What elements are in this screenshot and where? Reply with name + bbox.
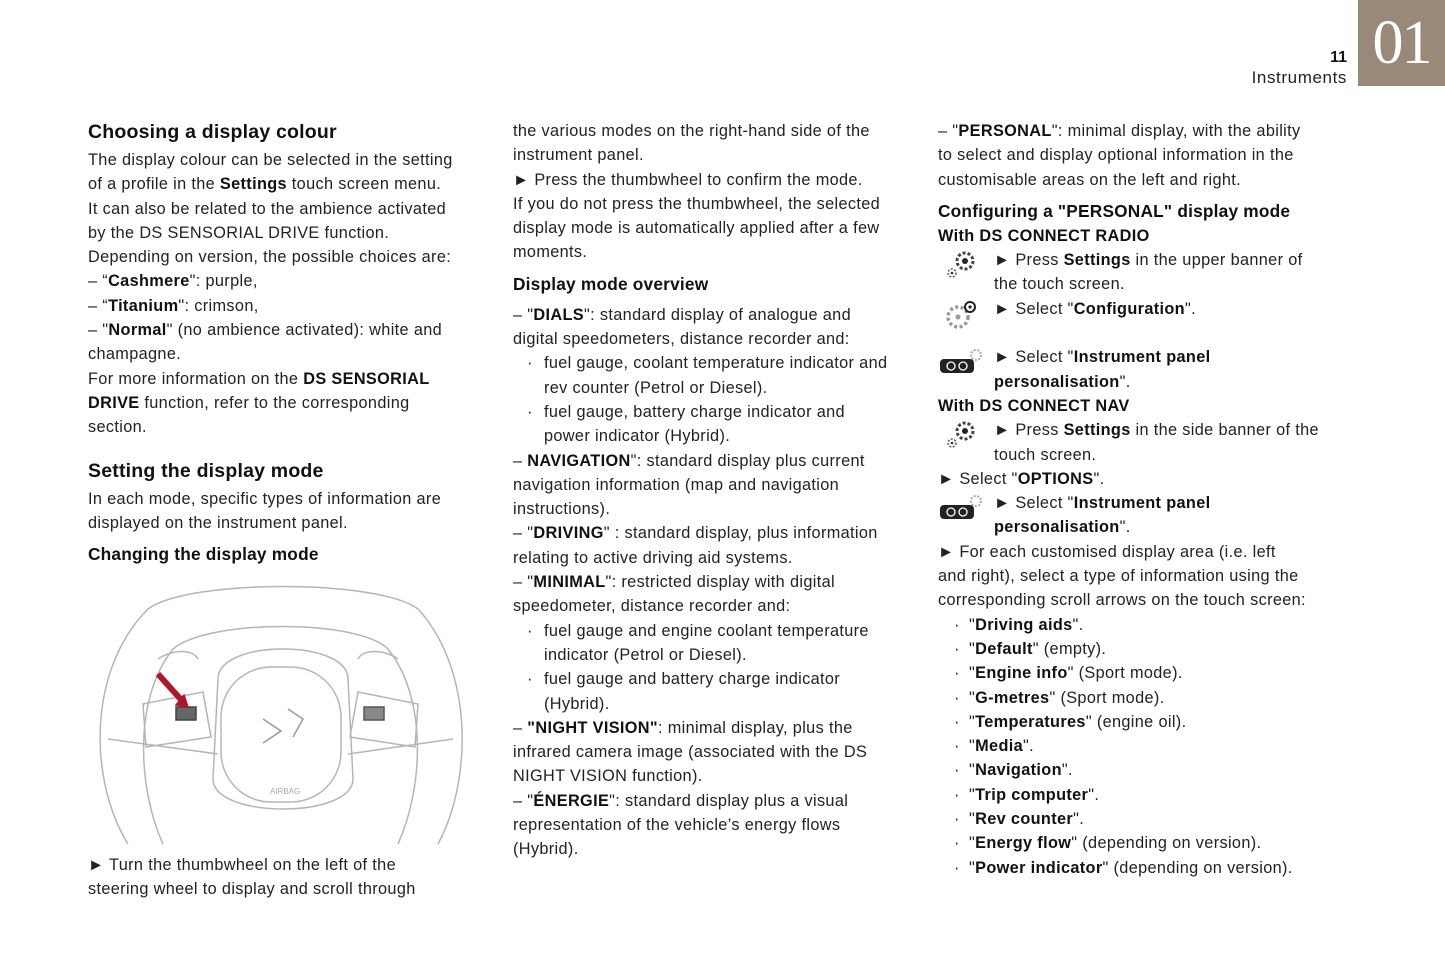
emphasis-text: PERSONAL	[958, 122, 1052, 140]
step-line	[938, 515, 1348, 539]
text-line	[88, 148, 488, 172]
list-item	[938, 637, 1348, 661]
text-line	[513, 740, 923, 764]
emphasis-text: personalisation	[994, 518, 1120, 537]
list-item-continuation	[513, 643, 923, 667]
column-3	[938, 119, 1348, 880]
text-line	[88, 245, 488, 269]
text-segment: " (empty).	[1032, 639, 1107, 658]
text-segment: moments.	[513, 243, 588, 262]
text-segment: Setting the display mode	[88, 459, 324, 482]
text-segment: ► Select "	[994, 348, 1074, 367]
text-line	[513, 764, 923, 788]
emphasis-text: Instrument panel	[1073, 348, 1211, 367]
text-line	[88, 367, 488, 391]
text-segment: " (Sport mode).	[1049, 688, 1165, 707]
text-segment: ".	[1061, 761, 1073, 780]
text-line	[88, 342, 488, 366]
text-segment: power indicator (Hybrid).	[544, 427, 731, 446]
text-segment: ".	[1088, 785, 1100, 804]
emphasis-text: Energy flow	[975, 834, 1072, 853]
emphasis-text: Temperatures	[975, 712, 1086, 731]
emphasis-text: Trip computer	[975, 785, 1089, 804]
emphasis-text: MINIMAL	[533, 573, 606, 592]
blank-line	[938, 321, 1348, 345]
emphasis-text: DRIVE	[88, 393, 140, 412]
text-line	[513, 546, 923, 570]
text-segment: indicator (Petrol or Diesel).	[544, 645, 747, 664]
text-segment: ".	[1119, 518, 1131, 537]
text-segment: champagne.	[88, 345, 182, 364]
subsection-heading	[88, 541, 488, 567]
list-item	[513, 667, 923, 691]
text-segment: ": restricted display with digital	[605, 573, 835, 592]
text-segment: displayed on the instrument panel.	[88, 513, 348, 532]
subsection-heading	[938, 198, 1348, 224]
list-item-continuation	[513, 692, 923, 716]
text-segment: fuel gauge and engine coolant temperature	[544, 621, 869, 640]
text-segment: – "	[88, 321, 109, 340]
text-line	[513, 192, 923, 216]
text-line	[513, 143, 923, 167]
list-item	[938, 734, 1348, 758]
text-segment: ".	[1119, 372, 1131, 391]
text-segment: "	[969, 712, 976, 731]
emphasis-text: Settings	[1063, 421, 1131, 440]
list-item	[938, 783, 1348, 807]
subsection-heading	[513, 271, 923, 297]
text-segment: "	[969, 737, 976, 756]
text-line	[938, 143, 1348, 167]
text-line	[88, 487, 488, 511]
list-item-continuation	[513, 424, 923, 448]
text-line	[513, 521, 923, 545]
text-segment: ": standard display plus current	[630, 451, 865, 470]
text-segment: "	[969, 834, 976, 853]
text-segment: ".	[1023, 737, 1035, 756]
text-segment: touch screen menu.	[286, 175, 442, 194]
text-segment: "	[969, 615, 976, 634]
text-segment: – “	[88, 272, 109, 291]
text-segment: Choosing a display colour	[88, 121, 337, 143]
list-item	[938, 807, 1348, 831]
text-segment: "	[969, 688, 976, 707]
column-1	[88, 116, 488, 902]
text-segment: ".	[1184, 299, 1196, 318]
text-segment: " (engine oil).	[1085, 712, 1187, 731]
text-segment: – "	[513, 791, 534, 810]
text-segment: "	[969, 664, 976, 683]
step-line	[938, 370, 1348, 394]
list-item	[938, 661, 1348, 685]
text-segment: fuel gauge, battery charge indicator and	[544, 402, 845, 421]
list-item	[513, 351, 923, 375]
text-segment: display mode is automatically applied after a few	[513, 219, 880, 238]
text-segment: by the DS SENSORIAL DRIVE function.	[88, 223, 390, 242]
text-segment: "	[969, 761, 976, 780]
text-line	[513, 240, 923, 264]
bullet-icon: ·	[954, 639, 960, 658]
text-segment: infrared camera image (associated with the DS	[513, 743, 868, 762]
emphasis-text: Cashmere	[108, 272, 190, 291]
text-segment: ► Select "	[994, 494, 1074, 513]
text-segment: touch screen.	[994, 445, 1097, 464]
text-segment: " (Sport mode).	[1067, 664, 1183, 683]
text-segment: of a profile in the	[88, 175, 220, 194]
text-segment: (Hybrid).	[513, 840, 579, 859]
text-segment: ".	[1093, 469, 1105, 488]
text-segment: instructions).	[513, 500, 611, 519]
text-segment: ► Press the thumbwheel to confirm the mode.	[513, 170, 863, 189]
text-segment: in the side banner of the	[1130, 421, 1319, 440]
emphasis-text: "NIGHT VISION"	[527, 718, 658, 737]
text-segment: Configuring a "PERSONAL" display mode	[938, 200, 1291, 221]
emphasis-text: Configuration	[1073, 299, 1185, 318]
emphasis-text: Driving aids	[975, 615, 1073, 634]
text-line	[513, 216, 923, 240]
text-segment: ": minimal display, with the ability	[1051, 122, 1301, 140]
list-item	[513, 619, 923, 643]
text-segment: : minimal display, plus the	[657, 718, 853, 737]
text-line	[938, 168, 1348, 192]
bullet-icon: ·	[527, 402, 533, 421]
page-number: 11	[1330, 49, 1347, 66]
chapter-tab: 01	[1358, 0, 1445, 86]
text-segment: fuel gauge, coolant temperature indicator and	[544, 354, 888, 373]
text-line	[88, 269, 488, 293]
bullet-icon: ·	[527, 354, 533, 373]
bullet-icon: ·	[954, 810, 960, 829]
text-segment: – "	[513, 305, 534, 324]
section-heading	[88, 116, 488, 148]
text-line	[513, 837, 923, 861]
bullet-icon: ·	[954, 834, 960, 853]
text-line	[88, 853, 488, 877]
bullet-icon: ·	[954, 712, 960, 731]
text-line	[938, 119, 1348, 143]
text-segment: ": crimson,	[178, 296, 259, 315]
text-line	[513, 497, 923, 521]
step-line	[938, 272, 1348, 296]
text-segment: "	[969, 858, 976, 877]
text-segment: " (depending on version).	[1102, 858, 1293, 877]
text-segment: ".	[1072, 615, 1084, 634]
emphasis-text: NAVIGATION	[527, 451, 631, 470]
list-item	[938, 613, 1348, 637]
text-segment: customisable areas on the left and right.	[938, 170, 1242, 189]
text-segment: ► Select "	[994, 299, 1074, 318]
step-line	[938, 248, 1348, 272]
emphasis-text: Instrument panel	[1073, 494, 1211, 513]
text-segment: navigation information (map and navigation	[513, 475, 840, 494]
text-segment: ": purple,	[189, 272, 258, 291]
text-line	[88, 294, 488, 318]
text-line	[938, 540, 1348, 564]
bullet-icon: ·	[954, 785, 960, 804]
bullet-icon: ·	[954, 688, 960, 707]
text-segment: "	[969, 810, 976, 829]
text-segment: – "	[513, 524, 534, 543]
emphasis-text: Default	[975, 639, 1033, 658]
text-segment: ► Press	[994, 251, 1064, 270]
text-segment: With DS CONNECT RADIO	[938, 226, 1150, 245]
text-segment: – "	[938, 122, 959, 140]
step-line	[938, 297, 1348, 321]
text-line	[88, 172, 488, 196]
emphasis-text: Titanium	[108, 296, 179, 315]
emphasis-text: DS SENSORIAL	[303, 369, 430, 388]
bullet-icon: ·	[954, 737, 960, 756]
text-segment: ► For each customised display area (i.e. left	[938, 542, 1276, 561]
text-line	[513, 716, 923, 740]
text-line	[938, 564, 1348, 588]
column-2	[513, 119, 923, 862]
subheading	[938, 224, 1348, 248]
list-item	[938, 758, 1348, 782]
text-segment: In each mode, specific types of information are	[88, 489, 442, 508]
bullet-icon: ·	[954, 615, 960, 634]
text-line	[513, 303, 923, 327]
svg-text:AIRBAG: AIRBAG	[270, 787, 301, 797]
text-line	[88, 221, 488, 245]
text-segment: With DS CONNECT NAV	[938, 396, 1130, 415]
text-segment: –	[513, 718, 528, 737]
text-segment: (Hybrid).	[544, 694, 610, 713]
text-segment: It can also be related to the ambience activated	[88, 199, 447, 218]
text-segment: – “	[88, 296, 109, 315]
text-segment: "	[969, 785, 976, 804]
emphasis-text: Normal	[108, 321, 167, 340]
text-segment: digital speedometers, distance recorder and:	[513, 330, 850, 349]
step-line	[938, 418, 1348, 442]
text-segment: If you do not press the thumbwheel, the selected	[513, 194, 881, 213]
text-line	[88, 318, 488, 342]
bullet-icon: ·	[954, 761, 960, 780]
text-segment: –	[513, 451, 528, 470]
text-segment: fuel gauge and battery charge indicator	[544, 670, 841, 689]
text-segment: " (depending on version).	[1071, 834, 1262, 853]
text-segment: "	[969, 639, 976, 658]
text-line	[513, 119, 923, 143]
text-segment: speedometer, distance recorder and:	[513, 597, 791, 616]
text-segment: ": standard display plus a visual	[609, 791, 849, 810]
text-line	[88, 391, 488, 415]
text-segment: ► Select "	[938, 469, 1018, 488]
emphasis-text: Power indicator	[975, 858, 1103, 877]
text-segment: the various modes on the right-hand side of the	[513, 122, 870, 140]
text-segment: and right), select a type of information using the	[938, 567, 1299, 586]
emphasis-text: OPTIONS	[1017, 469, 1094, 488]
text-line	[938, 467, 1348, 491]
bullet-icon: ·	[954, 664, 960, 683]
text-segment: representation of the vehicle’s energy flows	[513, 816, 841, 835]
text-line	[88, 511, 488, 535]
text-segment: " : standard display, plus information	[603, 524, 878, 543]
text-line	[513, 449, 923, 473]
text-line	[513, 789, 923, 813]
text-segment: Changing the display mode	[88, 544, 319, 565]
text-segment: ► Turn the thumbwheel on the left of the	[88, 856, 396, 875]
text-segment: For more information on the	[88, 369, 304, 388]
text-segment: function, refer to the corresponding	[139, 393, 410, 412]
list-item	[938, 686, 1348, 710]
text-segment: " (no ambience activated): white and	[166, 321, 443, 340]
emphasis-text: DRIVING	[533, 524, 604, 543]
list-item	[938, 856, 1348, 880]
emphasis-text: personalisation	[994, 372, 1120, 391]
text-line	[513, 570, 923, 594]
emphasis-text: Settings	[219, 175, 287, 194]
emphasis-text: G-metres	[975, 688, 1050, 707]
emphasis-text: ÉNERGIE	[533, 791, 610, 810]
emphasis-text: Media	[975, 737, 1024, 756]
step-line	[938, 491, 1348, 515]
emphasis-text: DIALS	[533, 305, 585, 324]
section-title: Instruments	[1251, 68, 1347, 87]
text-line	[88, 415, 488, 439]
list-item-continuation	[513, 376, 923, 400]
text-segment: NIGHT VISION function).	[513, 767, 703, 786]
text-line	[513, 473, 923, 497]
text-segment: The display colour can be selected in the setting	[88, 151, 453, 169]
text-segment: Depending on version, the possible choices are:	[88, 248, 452, 267]
text-segment: steering wheel to display and scroll through	[88, 880, 416, 899]
list-item	[938, 710, 1348, 734]
text-segment: relating to active driving aid systems.	[513, 548, 793, 567]
bullet-icon: ·	[527, 670, 533, 689]
text-segment: ► Press	[994, 421, 1064, 440]
text-line	[513, 327, 923, 351]
text-segment: the touch screen.	[994, 275, 1125, 294]
step-line	[938, 345, 1348, 369]
step-line	[938, 443, 1348, 467]
text-line	[88, 877, 488, 901]
emphasis-text: Engine info	[975, 664, 1068, 683]
text-segment: ".	[1073, 810, 1085, 829]
text-segment: section.	[88, 418, 147, 437]
text-line	[513, 594, 923, 618]
text-line	[88, 197, 488, 221]
list-item	[513, 400, 923, 424]
text-segment: – "	[513, 573, 534, 592]
section-heading	[88, 455, 488, 487]
bullet-icon: ·	[954, 858, 960, 877]
text-segment: to select and display optional information in the	[938, 146, 1294, 165]
emphasis-text: Rev counter	[975, 810, 1074, 829]
text-segment: ": standard display of analogue and	[584, 305, 851, 324]
emphasis-text: Settings	[1063, 251, 1131, 270]
text-segment: corresponding scroll arrows on the touch screen:	[938, 591, 1306, 610]
text-line	[513, 813, 923, 837]
bullet-icon: ·	[527, 621, 533, 640]
subheading	[938, 394, 1348, 418]
text-segment: in the upper banner of	[1130, 251, 1303, 270]
emphasis-text: Navigation	[975, 761, 1062, 780]
text-segment: Display mode overview	[513, 273, 709, 294]
text-line	[938, 588, 1348, 612]
text-line	[513, 168, 923, 192]
steering-wheel-illustration	[88, 579, 473, 844]
text-segment: rev counter (Petrol or Diesel).	[544, 378, 768, 397]
text-segment: instrument panel.	[513, 146, 644, 165]
list-item	[938, 831, 1348, 855]
